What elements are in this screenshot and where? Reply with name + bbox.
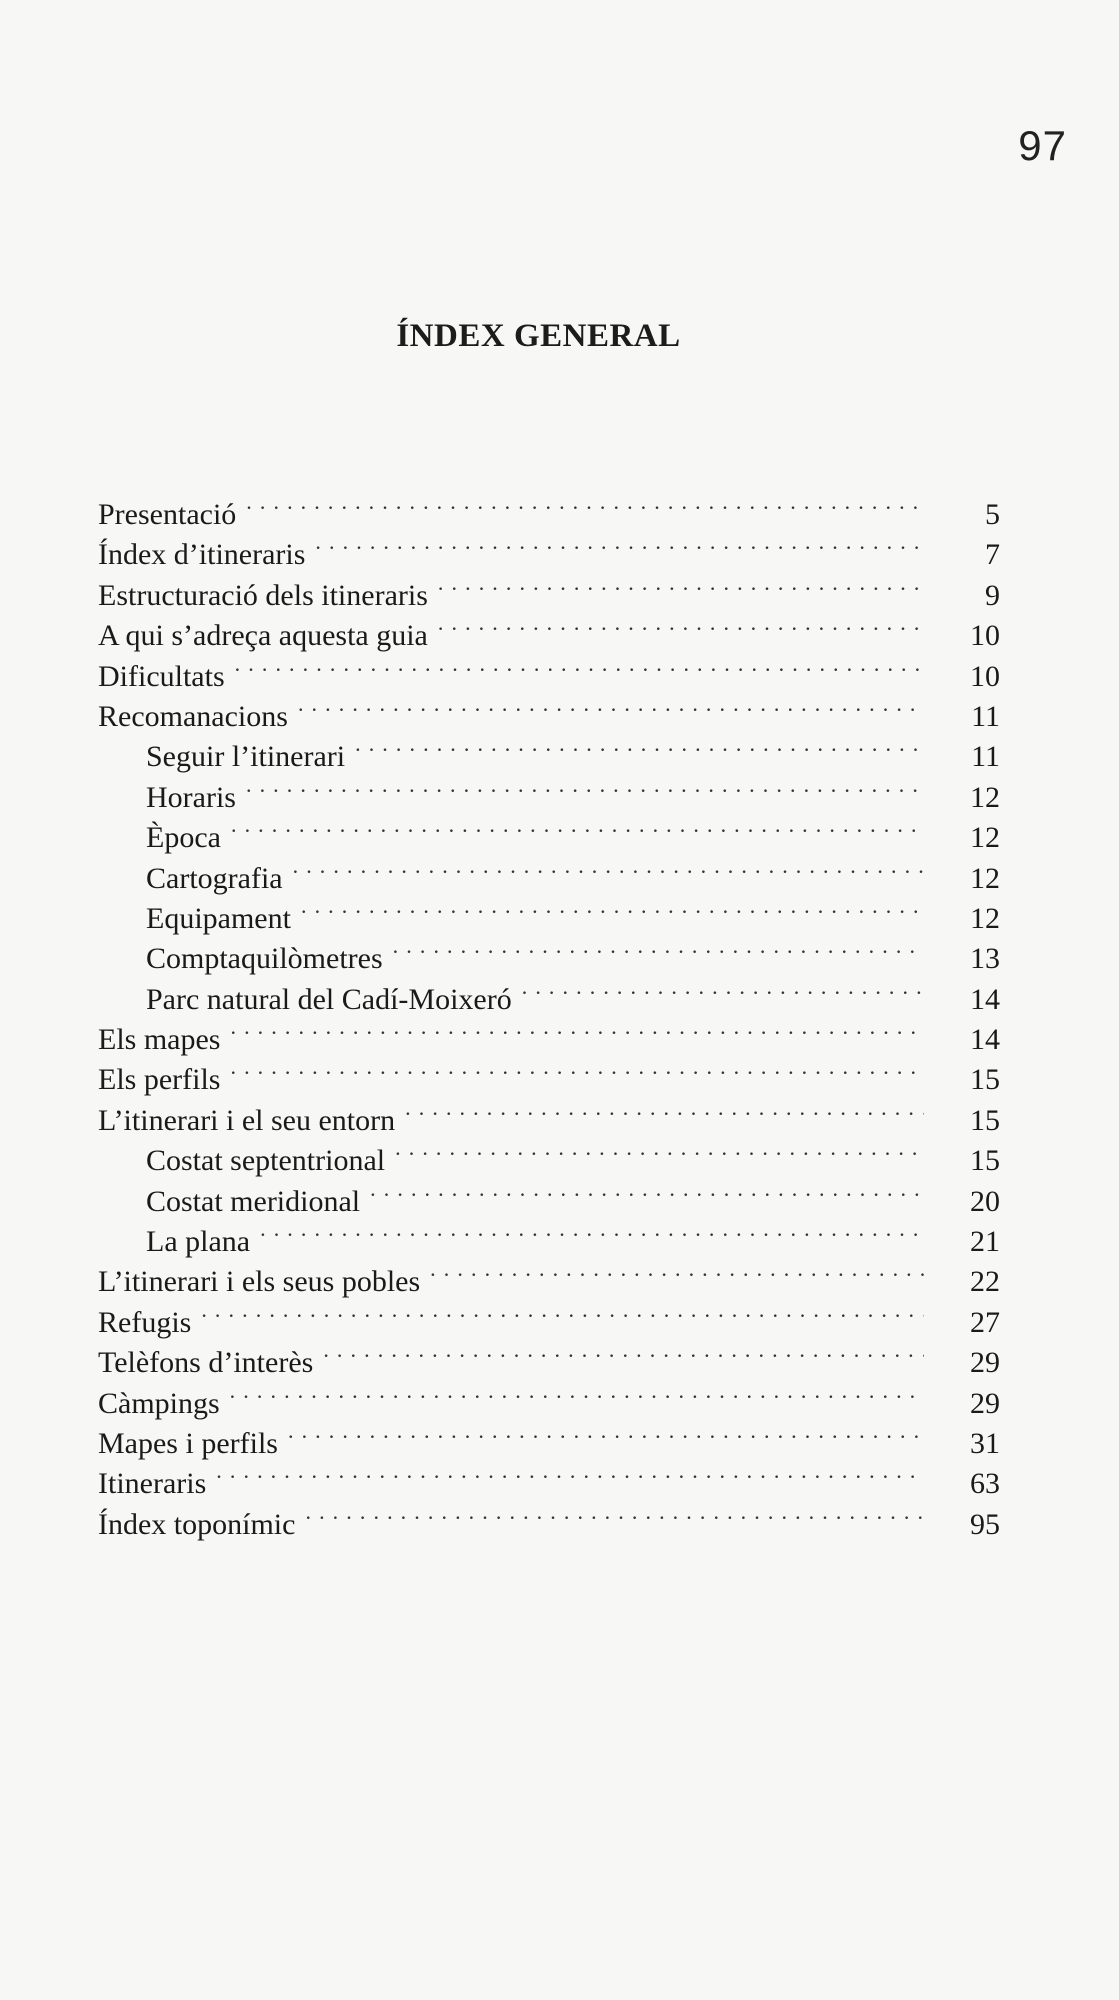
toc-entry-label: A qui s’adreça aquesta guia [98,619,428,653]
toc-entry-label: Dificultats [98,659,225,693]
dot-leader [288,1413,924,1453]
toc-entry [98,1494,1000,1541]
toc-entry-label: Recomanacions [98,699,288,733]
toc-entry-page: 9 [985,578,1000,612]
dot-leader [246,484,924,524]
page-title: ÍNDEX GENERAL [396,318,681,354]
toc-entry [98,1373,1000,1420]
toc-entry-page: 29 [970,1346,1000,1380]
dot-leader [230,1373,924,1413]
dot-leader [293,848,924,888]
dot-leader [355,726,924,766]
toc-entry [98,1332,1000,1380]
toc-entry-label: Refugis [98,1305,192,1339]
dot-leader [315,524,924,564]
dot-leader [216,1453,924,1493]
toc-entry [98,848,1000,895]
toc-entry-page: 27 [970,1305,1000,1339]
toc-entry-page: 5 [985,498,1000,531]
toc-entry [98,1413,1000,1460]
toc-entry [98,1009,1000,1057]
toc-entry-label: Costat meridional [146,1184,361,1218]
toc-entry-label: Els perfils [98,1063,221,1097]
toc-entry-page: 63 [970,1467,1000,1501]
toc-entry-label: Horaris [146,780,236,814]
toc-entry-label: Comptaquilòmetres [146,942,383,976]
toc-entry-page: 95 [970,1507,1000,1541]
dot-leader [305,1494,924,1534]
toc-entry-label: Càmpings [98,1386,220,1420]
toc-entry-label: Costat septentrional [146,1144,386,1178]
toc-entry-page: 29 [970,1386,1000,1420]
toc-entry-label: Època [146,821,221,855]
dot-leader [230,1009,924,1049]
dot-leader [201,1292,924,1332]
toc-entry-label: Itineraris [98,1467,207,1501]
toc-entry-page: 12 [970,901,1000,935]
dot-leader [438,565,924,605]
dot-leader [298,686,924,726]
toc-entry-page: 11 [971,699,1000,733]
toc-entry-label: Índex d’itineraris [98,538,306,572]
toc-entry [98,1292,1000,1339]
toc-entry [98,1453,1000,1501]
toc-entry-page: 14 [970,982,1000,1016]
toc-entry-page: 12 [970,861,1000,895]
toc-entry-page: 15 [970,1063,1000,1097]
dot-leader [522,969,924,1009]
toc-entry-label: Parc natural del Cadí-Moixeró [146,982,512,1016]
toc-entry-label: Telèfons d’interès [98,1346,314,1380]
dot-leader [230,1049,924,1089]
toc-entry-label: La plana [146,1225,251,1259]
dot-leader [260,1211,924,1251]
toc-entry-label: Estructuració dels itineraris [98,578,428,612]
toc-entry-page: 10 [970,619,1000,653]
toc-entry-label: L’itinerari i els seus pobles [98,1265,421,1299]
dot-leader [235,646,924,686]
dot-leader [395,1130,924,1170]
dot-leader [370,1171,924,1211]
dot-leader [301,888,924,928]
toc-entry-page: 7 [985,538,1000,572]
toc-entry [98,807,1000,855]
toc-entry-page: 10 [970,659,1000,693]
toc-entry [98,484,1000,531]
toc-entry [98,1049,1000,1097]
dot-leader [393,928,924,968]
toc-entry-page: 12 [970,821,1000,855]
toc-entry-page: 21 [970,1225,1000,1259]
toc-entry-label: Índex toponímic [98,1507,296,1541]
dot-leader [246,767,924,807]
toc-entry-page: 15 [970,1144,1000,1178]
toc-entry-label: Els mapes [98,1023,221,1057]
toc-entry-page: 12 [970,780,1000,814]
toc-entry-page: 15 [970,1103,1000,1137]
toc-entry-page: 20 [970,1184,1000,1218]
dot-leader [231,807,924,847]
toc-entry-page: 22 [970,1265,1000,1299]
toc-entry-page: 13 [970,942,1000,976]
toc-entry-label: Presentació [98,498,237,531]
dot-leader [438,605,924,645]
dot-leader [323,1332,924,1372]
toc-entry-page: 31 [970,1426,1000,1460]
toc-entry-label: Mapes i perfils [98,1426,278,1460]
toc-entry-label: Cartografia [146,861,283,895]
toc-entry [98,1090,1000,1137]
toc-entry-page: 14 [970,1023,1000,1057]
toc-entry-label: Equipament [146,901,291,935]
table-of-contents [98,484,1000,1541]
page-number: 97 [1018,122,1067,169]
dot-leader [430,1251,924,1291]
toc-entry-page: 11 [971,740,1000,774]
toc-entry-label: L’itinerari i el seu entorn [98,1103,396,1137]
toc-entry-label: Seguir l’itinerari [146,740,346,774]
dot-leader [405,1090,924,1130]
